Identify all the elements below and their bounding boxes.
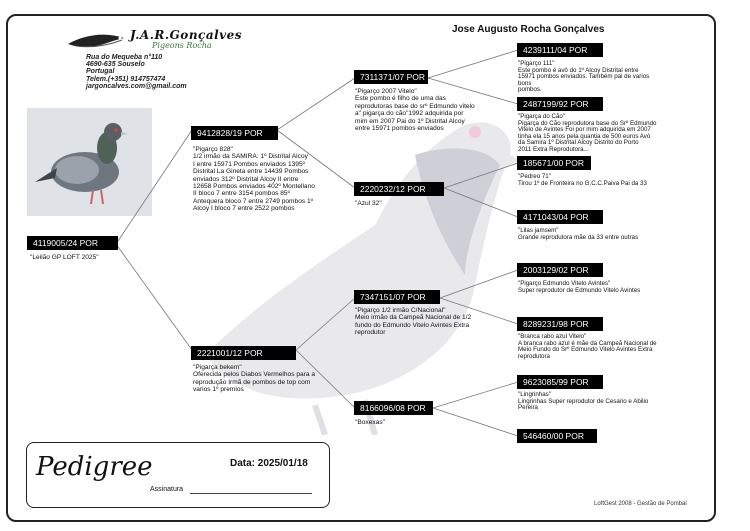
note-line: "Lingrinhas": [518, 391, 551, 398]
note-line: Alcoy I bloco 7 entre 2522 pombos: [193, 205, 295, 213]
note-line: I entre 15971 Pombos enviados 1395º: [193, 160, 306, 168]
gg3-note: [518, 174, 668, 187]
gg7-note: [518, 392, 668, 412]
sire-note: [193, 146, 343, 213]
note-line: Super reprodutor de Edmundo Vitelo Avintes: [518, 286, 641, 294]
pedigree-title: Pedigree: [36, 452, 153, 482]
dam-ring: 2221001/12 POR: [191, 346, 296, 360]
note-line: "Pigarça bekem": [193, 364, 242, 371]
dam-dam-note: "Boxexas": [355, 419, 385, 426]
sire-dam-ring: 2220232/12 POR: [354, 182, 444, 196]
gg4-ring: 4171043/04 POR: [517, 210, 603, 224]
note-line: 2011 Extra Reprodutora...: [518, 145, 589, 153]
signature-label: Assinatura: [150, 486, 184, 493]
note-line: Meio irmão da Campeã Nacional de 1/2: [355, 314, 472, 322]
subject-ring: 4119005/24 POR: [27, 236, 118, 250]
dam-dam-ring: 8166096/08 POR: [354, 401, 433, 415]
address-line: Portugal: [86, 68, 115, 76]
note-line: Lingrinhas Super reprodutor de Cesario e Abilio: [518, 397, 649, 405]
note-line: a" pigarça do cão"1992 adquirida por: [355, 110, 464, 118]
address-line: Telem.(+351) 914757474: [86, 75, 166, 83]
note-line: Este pombo é avô do 1º Alcoy Distrital entre: [518, 66, 639, 74]
gg3-ring: 185671/00 POR: [517, 156, 591, 170]
gg4-note: [518, 228, 668, 241]
note-line: fundo do Edmundo Vitelo Avintes Extra: [355, 321, 470, 329]
note-line: "Branca rabo azul Vitelo": [518, 333, 587, 340]
note-line: varios 1º premios: [193, 386, 244, 394]
note-line: "Pigarço 2007 Vitelo": [355, 88, 417, 95]
note-line: reprodutor: [355, 329, 386, 337]
gg2-ring: 2487199/92 POR: [517, 97, 603, 111]
note-line: Grande reprodutora mãe da 33 entre outras: [518, 233, 639, 241]
address-line: Rua do Mequeba n°110: [86, 54, 163, 61]
gg7-ring: 9623085/99 POR: [517, 375, 603, 389]
logo-subtitle: Pigeons Rocha: [152, 41, 212, 50]
sire-ring: 9412828/19 POR: [191, 126, 278, 140]
gg8-ring: 546460/00 POR: [517, 429, 597, 443]
note-line: "Pigarço 111": [518, 60, 555, 67]
note-line: "Pigarço 828": [193, 146, 233, 153]
note-line: Tirou 1º de Fronteira no G.C.C.Paiva Pai da 33: [518, 179, 647, 187]
note-line: "Pigarça do Cão": [518, 113, 566, 120]
note-line: reprodutora: [518, 352, 550, 360]
owner-name: Jose Augusto Rocha Gonçalves: [452, 24, 605, 35]
gg2-note: [518, 114, 668, 154]
sire-sire-ring: 7311371/07 POR: [354, 70, 428, 84]
note-line: 15971 pombos enviados. Também pai de varios bons: [518, 73, 650, 87]
sire-dam-note: "Azul 32": [355, 200, 382, 207]
logo-name: J.A.R.Gonçalves: [130, 28, 243, 42]
note-line: da Samira 1º Distrital Alcoy Distrito do Porto: [518, 139, 639, 147]
note-line: Pereira: [518, 404, 538, 412]
note-line: 12658 Pombos enviados 402º Montellano: [193, 183, 315, 191]
note-line: II bloco 7 entre 3154 pombos 85º: [193, 190, 290, 198]
note-line: Meio Fundo do Srº Edmundo Vitelo Avintes Extra: [518, 346, 653, 354]
gg6-ring: 8289231/98 POR: [517, 317, 603, 331]
signature-line: [190, 493, 312, 494]
dam-note: [193, 364, 323, 394]
sire-sire-note: [355, 88, 485, 132]
note-line: Este pombo é filho de uma das: [355, 95, 446, 103]
note-line: reprodução Irmã de pombos de top com: [193, 378, 311, 386]
note-line: "Pigarço Edmundo Vitelo Avintes": [518, 280, 611, 287]
subject-note: "Leilão GP LOFT 2025": [30, 254, 99, 261]
note-line: A branca rabo azul é mãe da Campeã Nacional de: [518, 339, 657, 347]
note-line: "Pigarço 1/2 irmão C/Nacional": [355, 307, 446, 314]
note-line: Distrital La Gineta entre 14439 Pombos: [193, 168, 309, 176]
note-line: Pigarça do Cão reprodutora base do Srº Edmundo: [518, 119, 657, 127]
note-line: entre 15971 pombos enviados: [355, 125, 444, 133]
gg5-ring: 2003129/02 POR: [517, 263, 603, 277]
address-line: 4690-635 Souselo: [86, 61, 145, 69]
note-line: 1/2 irmão da SAMIRA: 1º Distrital Alcoy: [193, 153, 308, 161]
note-line: Vitelo de Avintes Foi por mim adquirida em 2007: [518, 126, 651, 134]
note-line: enviados 312º Distrital Alcoy II entre: [193, 175, 299, 183]
gg1-note: [518, 61, 658, 94]
note-line: reprodutoras base do srº Edmundo vitelo: [355, 102, 475, 110]
note-line: tinha ela 15 anos pela quantia de 500 euros Avó: [518, 132, 651, 140]
gg1-ring: 4239111/04 POR: [517, 43, 603, 57]
note-line: Antequera bloco 7 entre 2749 pombos 1º: [193, 197, 314, 205]
address-line: jargoncalves.com@gmail.com: [86, 82, 187, 90]
pedigree-date: Data: 2025/01/18: [230, 458, 308, 469]
note-line: Oferecida pelos Diabos Vermelhos para a: [193, 371, 316, 379]
dam-sire-ring: 7347151/07 POR: [354, 290, 440, 304]
footer-credit: LoftGest 2008 - Gestão de Pombal: [594, 501, 687, 507]
dam-sire-note: [355, 307, 485, 337]
note-line: mim em 2007 Pai do 1º Distrital Alcoy: [355, 117, 465, 125]
note-line: "Lilas jamsem": [518, 227, 559, 234]
note-line: "Pedreo 71": [518, 173, 551, 180]
note-line: pombos.: [518, 86, 542, 94]
gg6-note: [518, 334, 668, 360]
gg5-note: [518, 281, 668, 294]
